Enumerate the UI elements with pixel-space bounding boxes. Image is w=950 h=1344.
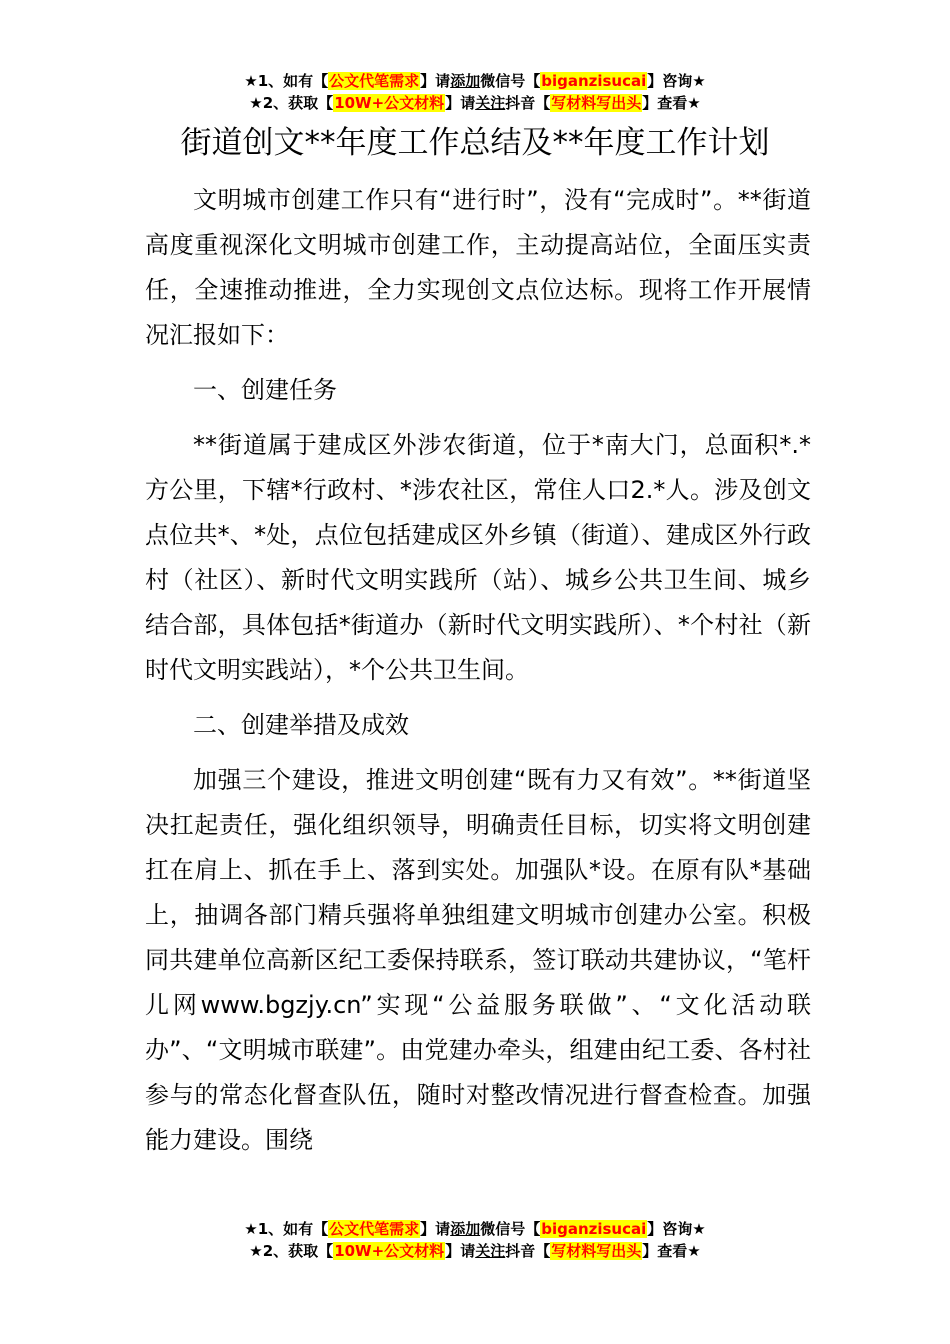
banner-text: 】查看★ (642, 1242, 701, 1260)
highlight-douyin-id: 写材料写出头 (551, 94, 642, 112)
banner-underlined: 关注 (475, 1242, 506, 1260)
highlight-service: 公文代笔需求 (329, 72, 420, 90)
banner-text: 】请 (420, 72, 451, 90)
section-heading-1: 一、创建任务 (193, 376, 337, 404)
banner-underlined: 添加 (450, 1220, 481, 1238)
highlight-wechat-id: biganzisucai (541, 72, 647, 90)
banner-line-1 (0, 1218, 950, 1240)
intro-paragraph: 文明城市创建工作只有“进行时”，没有“完成时”。**街道高度重视深化文明城市创建工作，主动提高站位，全面压实责任，全速推动推进，全力实现创文点位达标。现将工作开展情况汇报如下： (145, 186, 811, 349)
banner-text: ★2、获取【 (249, 94, 334, 112)
highlight-wechat-id: biganzisucai (541, 1220, 647, 1238)
banner-underlined: 添加 (450, 72, 481, 90)
document-title: 街道创文**年度工作总结及**年度工作计划 (180, 125, 770, 161)
header-banner (0, 70, 950, 114)
banner-text: ★1、如有【 (244, 72, 329, 90)
highlight-service: 公文代笔需求 (329, 1220, 420, 1238)
banner-text: 】请 (445, 1242, 476, 1260)
banner-text: 微信号【 (480, 72, 541, 90)
banner-text: ★2、获取【 (249, 1242, 334, 1260)
banner-text: ★1、如有【 (244, 1220, 329, 1238)
banner-line-2 (0, 92, 950, 114)
section-paragraph-1: **街道属于建成区外涉农街道，位于*南大门，总面积*.*方公里，下辖*行政村、*涉农社区，常住人口2.*人。涉及创文点位共*、*处，点位包括建成区外乡镇（街道）、建成区外行政村（社区）、新时代文明实践所（站）、城乡公共卫生间、城乡结合部，具体包括*街道办（新时代文明实践所）、*个村社（新时代文明实践站），*个公共卫生间。 (145, 431, 811, 684)
footer-banner (0, 1218, 950, 1262)
banner-text: 】咨询★ (647, 72, 706, 90)
banner-text: 抖音【 (505, 1242, 551, 1260)
document-body (145, 178, 811, 1163)
highlight-materials: 10W+公文材料 (334, 1242, 445, 1260)
banner-underlined: 关注 (475, 94, 506, 112)
highlight-materials: 10W+公文材料 (334, 94, 445, 112)
section-paragraph-2: 加强三个建设，推进文明创建“既有力又有效”。**街道坚决扛起责任，强化组织领导，明确责任目标，切实将文明创建扛在肩上、抓在手上、落到实处。加强队*设。在原有队*基础上，抽调各部门精兵强将单独组建文明城市创建办公室。积极同共建单位高新区纪工委保持联系，签订联动共建协议，“笔杆儿网www.bgzjy.cn”实现“公益服务联做”、“文化活动联办”、“文明城市联建”。由党建办牵头，组建由纪工委、各村社参与的常态化督查队伍，随时对整改情况进行督查检查。加强能力建设。围绕 (145, 766, 811, 1154)
banner-text: 抖音【 (505, 94, 551, 112)
banner-line-1 (0, 70, 950, 92)
banner-text: 】请 (420, 1220, 451, 1238)
banner-text: 微信号【 (480, 1220, 541, 1238)
banner-text: 】请 (445, 94, 476, 112)
highlight-douyin-id: 写材料写出头 (551, 1242, 642, 1260)
banner-text: 】咨询★ (647, 1220, 706, 1238)
section-heading-2: 二、创建举措及成效 (193, 711, 409, 739)
banner-line-2 (0, 1240, 950, 1262)
banner-text: 】查看★ (642, 94, 701, 112)
